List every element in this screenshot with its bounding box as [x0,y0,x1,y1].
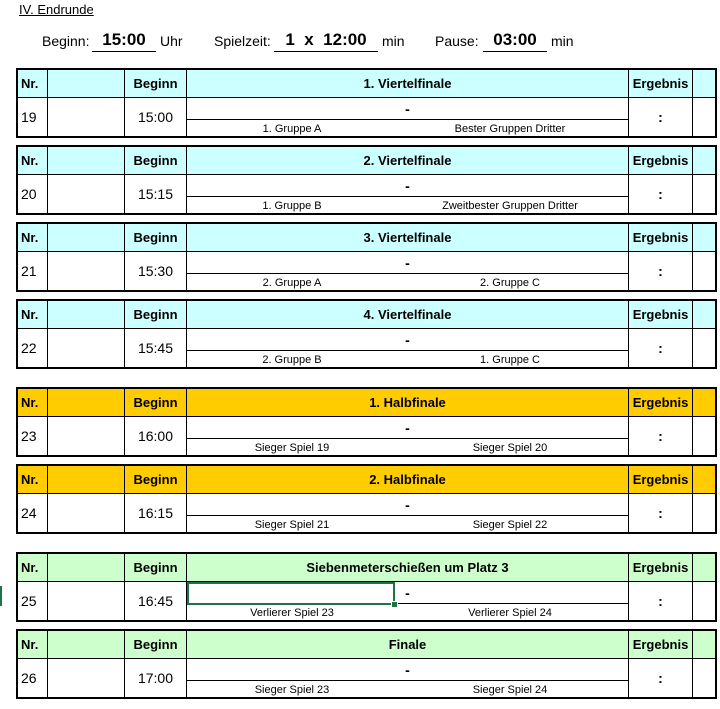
match-time[interactable]: 15:00 [125,98,187,136]
round-title: Siebenmeterschießen um Platz 3 [187,554,629,581]
match-block [16,145,717,215]
header-beginn: Beginn [125,466,187,493]
match-header-row [18,224,715,252]
result-cell[interactable]: : [629,494,693,532]
header-blank [48,389,125,416]
match-data-row [18,175,715,213]
away-team: Sieger Spiel 22 [472,519,548,531]
cell-marker [0,586,2,606]
header-blank [48,224,125,251]
header-blank [48,70,125,97]
match-field[interactable] [48,252,125,290]
match-time[interactable]: 16:15 [125,494,187,532]
home-team: 2. Gruppe A [262,277,322,289]
header-beginn: Beginn [125,301,187,328]
match-block [16,68,717,138]
home-team: 1. Gruppe B [262,200,322,212]
header-beginn: Beginn [125,224,187,251]
header-ergebnis: Ergebnis [629,631,693,658]
header-beginn: Beginn [125,631,187,658]
round-title: 2. Viertelfinale [187,147,629,174]
pause-value[interactable]: 03:00 [483,30,547,52]
header-end [693,147,715,174]
versus-dash: - [187,417,628,439]
header-beginn: Beginn [125,147,187,174]
match-data-row [18,329,715,367]
header-blank [48,554,125,581]
match-data-row [18,494,715,532]
spielzeit-value[interactable]: 1 x 12:00 [274,30,378,52]
result-extra[interactable] [693,329,715,367]
header-ergebnis: Ergebnis [629,147,693,174]
match-pairing[interactable] [187,175,629,213]
round-title: 3. Viertelfinale [187,224,629,251]
match-time[interactable]: 15:15 [125,175,187,213]
match-header-row [18,147,715,175]
match-time[interactable]: 16:45 [125,582,187,620]
home-team: Verlierer Spiel 23 [250,607,334,619]
result-extra[interactable] [693,582,715,620]
match-data-row [18,659,715,697]
match-pairing[interactable] [187,98,629,136]
result-extra[interactable] [693,659,715,697]
versus-dash: - [187,659,628,681]
header-nr: Nr. [18,224,48,251]
header-end [693,554,715,581]
match-pairing[interactable] [187,252,629,290]
match-pairing[interactable] [187,329,629,367]
match-header-row [18,389,715,417]
header-ergebnis: Ergebnis [629,301,693,328]
spielzeit-unit: min [382,33,405,49]
match-number[interactable]: 19 [18,98,48,136]
header-beginn: Beginn [125,554,187,581]
round-title: 2. Halbfinale [187,466,629,493]
home-team: 2. Gruppe B [262,354,322,366]
match-number[interactable]: 23 [18,417,48,455]
away-team: Zweitbester Gruppen Dritter [442,200,578,212]
home-team: Sieger Spiel 21 [254,519,330,531]
match-data-row [18,417,715,455]
round-title: 1. Halbfinale [187,389,629,416]
match-header-row [18,631,715,659]
away-team: 2. Gruppe C [480,277,540,289]
away-team: Bester Gruppen Dritter [454,123,566,135]
match-header-row [18,466,715,494]
spielzeit-label: Spielzeit: [214,33,271,49]
header-end [693,301,715,328]
versus-dash: - [187,329,628,351]
match-header-row [18,70,715,98]
match-field[interactable] [48,175,125,213]
header-nr: Nr. [18,301,48,328]
match-number[interactable]: 22 [18,329,48,367]
result-cell[interactable]: : [629,175,693,213]
settings-row [0,30,720,52]
beginn-unit: Uhr [160,33,183,49]
header-beginn: Beginn [125,70,187,97]
header-ergebnis: Ergebnis [629,466,693,493]
header-blank [48,466,125,493]
home-team: 1. Gruppe A [262,123,322,135]
match-field[interactable] [48,659,125,697]
header-nr: Nr. [18,631,48,658]
match-pairing[interactable] [187,582,629,620]
section-title: IV. Endrunde [19,2,94,17]
away-team: 1. Gruppe C [480,354,540,366]
match-field[interactable] [48,329,125,367]
header-end [693,70,715,97]
header-ergebnis: Ergebnis [629,70,693,97]
result-cell[interactable]: : [629,582,693,620]
active-cell-selection [187,582,395,605]
versus-dash: - [187,494,628,516]
home-team: Sieger Spiel 19 [254,442,330,454]
match-time[interactable]: 17:00 [125,659,187,697]
match-block [16,387,717,457]
result-extra[interactable] [693,494,715,532]
beginn-value[interactable]: 15:00 [92,30,156,52]
versus-dash: - [187,252,628,274]
match-header-row [18,554,715,582]
match-pairing[interactable] [187,659,629,697]
result-cell[interactable]: : [629,417,693,455]
header-ergebnis: Ergebnis [629,389,693,416]
match-block [16,629,717,699]
round-title: 1. Viertelfinale [187,70,629,97]
header-blank [48,301,125,328]
match-number[interactable]: 24 [18,494,48,532]
match-number[interactable]: 21 [18,252,48,290]
away-team: Sieger Spiel 24 [472,684,548,696]
header-end [693,389,715,416]
header-end [693,466,715,493]
home-team: Sieger Spiel 23 [254,684,330,696]
result-cell[interactable]: : [629,659,693,697]
beginn-label: Beginn: [42,33,90,49]
away-team: Verlierer Spiel 24 [468,607,552,619]
round-title: 4. Viertelfinale [187,301,629,328]
header-beginn: Beginn [125,389,187,416]
result-cell[interactable]: : [629,98,693,136]
match-time[interactable]: 15:45 [125,329,187,367]
result-extra[interactable] [693,98,715,136]
match-number[interactable]: 20 [18,175,48,213]
header-blank [48,147,125,174]
match-data-row [18,582,715,620]
header-blank [48,631,125,658]
header-nr: Nr. [18,147,48,174]
header-nr: Nr. [18,554,48,581]
match-field[interactable] [48,417,125,455]
match-block [16,464,717,534]
header-nr: Nr. [18,70,48,97]
header-ergebnis: Ergebnis [629,224,693,251]
match-data-row [18,252,715,290]
match-number[interactable]: 26 [18,659,48,697]
header-nr: Nr. [18,466,48,493]
header-end [693,224,715,251]
versus-dash: - [187,582,628,604]
result-cell[interactable]: : [629,329,693,367]
result-cell[interactable]: : [629,252,693,290]
result-extra[interactable] [693,417,715,455]
match-block [16,299,717,369]
pause-label: Pause: [435,33,479,49]
match-block [16,552,717,622]
versus-dash: - [187,98,628,120]
match-field[interactable] [48,98,125,136]
header-end [693,631,715,658]
match-pairing[interactable] [187,494,629,532]
match-time[interactable]: 15:30 [125,252,187,290]
header-nr: Nr. [18,389,48,416]
versus-dash: - [187,175,628,197]
away-team: Sieger Spiel 20 [472,442,548,454]
result-extra[interactable] [693,175,715,213]
match-data-row [18,98,715,136]
match-field[interactable] [48,582,125,620]
round-title: Finale [187,631,629,658]
pause-unit: min [551,33,574,49]
match-pairing[interactable] [187,417,629,455]
match-header-row [18,301,715,329]
match-time[interactable]: 16:00 [125,417,187,455]
match-block [16,222,717,292]
match-field[interactable] [48,494,125,532]
header-ergebnis: Ergebnis [629,554,693,581]
match-number[interactable]: 25 [18,582,48,620]
result-extra[interactable] [693,252,715,290]
